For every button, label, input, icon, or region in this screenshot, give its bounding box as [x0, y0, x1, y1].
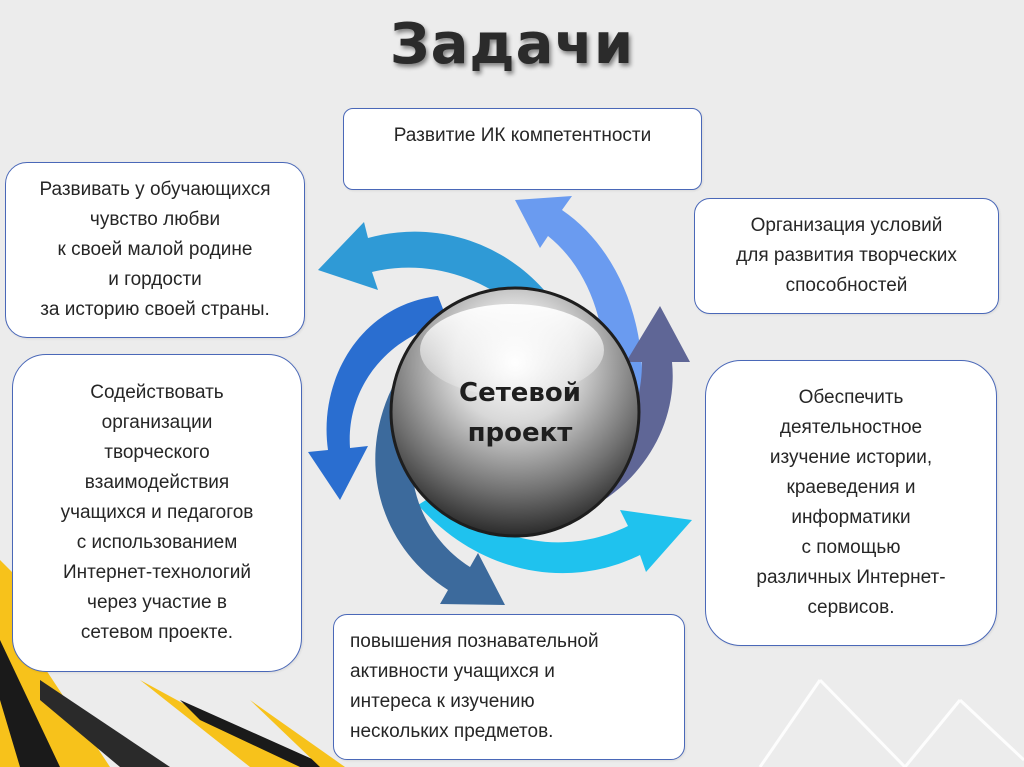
- task-text-cooperate: Содействовать организации творческого взаимодействия учащихся и педагогов с использованием Интернет-технологий через участие в сетевом проекте.: [60, 382, 254, 643]
- task-text-love: Развивать у обучающихся чувство любви к своей малой родине и гордости за историю своей страны.: [39, 179, 271, 320]
- task-text-creative: Организация условий для развития творческих способностей: [736, 215, 957, 296]
- task-text-activity: Обеспечить деятельностное изучение истории, краеведения и информатики с помощью различных Интернет- сервисов.: [756, 387, 946, 618]
- task-text-ik: Развитие ИК компетентности: [393, 125, 652, 146]
- task-box-activity: [705, 360, 997, 646]
- task-box-creative: [694, 198, 999, 314]
- task-box-ik: [343, 108, 702, 190]
- slide-title: Задачи: [389, 12, 635, 77]
- task-text-cognitive: повышения познавательной активности учащихся и интереса к изучению нескольких предметов.: [350, 631, 599, 742]
- task-box-cooperate: [12, 354, 302, 672]
- center-label: Сетевой проект: [459, 378, 581, 448]
- task-box-cognitive: [333, 614, 685, 760]
- task-box-love: [5, 162, 305, 338]
